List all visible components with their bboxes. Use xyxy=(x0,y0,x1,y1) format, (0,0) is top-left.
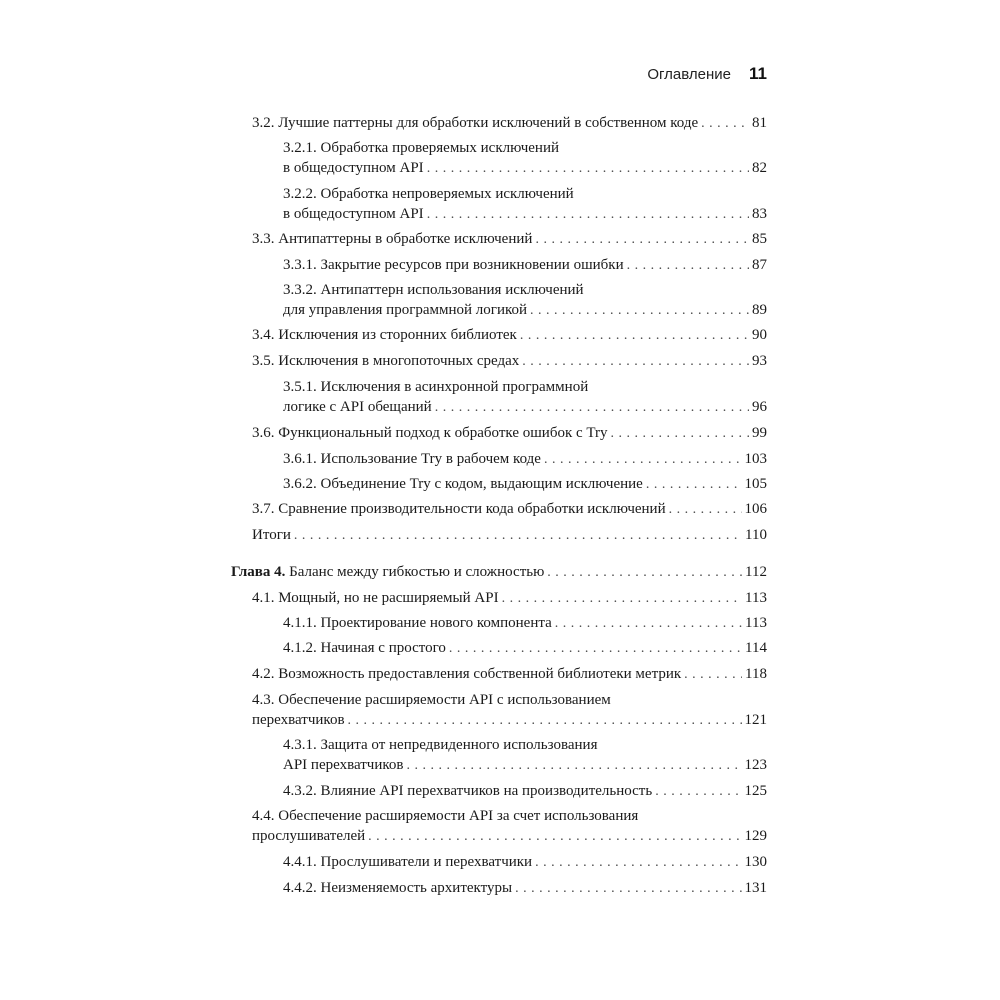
toc-entry[interactable] xyxy=(283,852,767,872)
chapter-label: Глава 4. xyxy=(231,564,286,580)
toc-entry-page: 123 xyxy=(744,757,767,773)
toc-entry[interactable] xyxy=(252,806,767,846)
dot-leader xyxy=(522,352,749,372)
toc-entry[interactable] xyxy=(252,325,767,345)
dot-leader xyxy=(530,301,749,321)
toc-entry-title-line1: 4.3.1. Защита от непредвиденного использования xyxy=(283,737,598,753)
toc-entry-title: 3.6.2. Объединение Try с кодом, выдающим исключение xyxy=(283,476,643,492)
toc-entry-page: 89 xyxy=(752,302,767,318)
toc-entry-title: 4.2. Возможность предоставления собственной библиотеки метрик xyxy=(252,666,682,682)
toc-entry-title-line1: 4.4. Обеспечение расширяемости API за счет использования xyxy=(252,808,639,824)
toc-entry-page: 110 xyxy=(745,527,767,543)
dot-leader xyxy=(547,563,742,583)
dot-leader xyxy=(427,205,749,225)
toc-entry[interactable] xyxy=(252,423,767,443)
toc-entry-title: 4.1.2. Начиная с простого xyxy=(283,640,446,656)
page-number: 11 xyxy=(749,64,767,83)
toc-entry-page: 93 xyxy=(752,353,767,369)
dot-leader xyxy=(449,639,742,659)
dot-leader xyxy=(701,114,749,134)
dot-leader xyxy=(515,879,741,899)
toc-entry-page: 105 xyxy=(744,476,767,492)
toc-entry-title: прослушивателей xyxy=(252,828,366,844)
toc-entry[interactable] xyxy=(283,255,767,275)
toc-entry-title-line1: 3.2.1. Обработка проверяемых исключений xyxy=(283,140,560,156)
toc-entry-title: 3.2. Лучшие паттерны для обработки исключений в собственном коде xyxy=(252,115,699,131)
dot-leader xyxy=(669,500,742,520)
toc-entry-page: 103 xyxy=(744,451,767,467)
dot-leader xyxy=(627,256,749,276)
toc-entry-page: 113 xyxy=(745,590,767,606)
toc-entry-title: 4.1.1. Проектирование нового компонента xyxy=(283,615,552,631)
toc-entry-title-line1: 3.3.2. Антипаттерн использования исключений xyxy=(283,282,584,298)
toc-entry-title: API перехватчиков xyxy=(283,757,404,773)
toc-entry-page: 81 xyxy=(752,115,767,131)
toc-entry-page: 90 xyxy=(752,327,767,343)
toc-entry[interactable] xyxy=(283,878,767,898)
toc-entry-page: 83 xyxy=(752,206,767,222)
dot-leader xyxy=(655,782,741,802)
toc-entry-page: 85 xyxy=(752,231,767,247)
running-title: Оглавление xyxy=(647,66,732,83)
toc-entry-title: 3.3.1. Закрытие ресурсов при возникновении ошибки xyxy=(283,257,624,273)
toc-entry-page: 121 xyxy=(744,712,767,728)
toc-entry-page: 96 xyxy=(752,399,767,415)
dot-leader xyxy=(684,665,742,685)
dot-leader xyxy=(520,326,749,346)
toc-entry-title: 3.4. Исключения из сторонних библиотек xyxy=(252,327,517,343)
toc-entry-page: 125 xyxy=(744,783,767,799)
toc-entry-title: 3.7. Сравнение производительности кода обработки исключений xyxy=(252,501,666,517)
toc-entry-page: 131 xyxy=(744,880,767,896)
toc-entry[interactable] xyxy=(283,613,767,633)
dot-leader xyxy=(544,450,742,470)
dot-leader xyxy=(427,159,749,179)
toc-entry-title: 4.1. Мощный, но не расширяемый API xyxy=(252,590,499,606)
toc-entry[interactable] xyxy=(283,638,767,658)
toc-chapter-entry[interactable] xyxy=(231,562,767,582)
toc-entry-title: Итоги xyxy=(252,527,291,543)
toc-entry[interactable] xyxy=(283,781,767,801)
toc-entry[interactable] xyxy=(283,377,767,417)
toc-entry-title: 3.3. Антипаттерны в обработке исключений xyxy=(252,231,533,247)
toc-entry[interactable] xyxy=(283,138,767,178)
toc-entry[interactable] xyxy=(252,588,767,608)
toc-entry[interactable] xyxy=(283,735,767,775)
dot-leader xyxy=(406,756,741,776)
toc-entry[interactable] xyxy=(252,690,767,730)
toc-entry-title: 3.6. Функциональный подход к обработке ошибок с Try xyxy=(252,425,608,441)
toc-entry-title: в общедоступном API xyxy=(283,160,424,176)
dot-leader xyxy=(294,526,742,546)
dot-leader xyxy=(535,853,741,873)
dot-leader xyxy=(502,589,742,609)
toc-entry-page: 113 xyxy=(745,615,767,631)
toc-entry[interactable] xyxy=(283,280,767,320)
toc-entry-title: для управления программной логикой xyxy=(283,302,528,318)
toc-entry-title: 3.5. Исключения в многопоточных средах xyxy=(252,353,520,369)
toc-entry[interactable] xyxy=(283,474,767,494)
toc-entry-page: 129 xyxy=(744,828,767,844)
toc-entry-title-line1: 3.5.1. Исключения в асинхронной программной xyxy=(283,379,589,395)
toc-entry-title: 4.4.2. Неизменяемость архитектуры xyxy=(283,880,513,896)
toc-entry-title-line1: 4.3. Обеспечение расширяемости API с использованием xyxy=(252,692,611,708)
toc-entry-title: логике с API обещаний xyxy=(283,399,432,415)
toc-entry-title: 4.4.1. Прослушиватели и перехватчики xyxy=(283,854,533,870)
toc-entry[interactable] xyxy=(283,449,767,469)
dot-leader xyxy=(611,424,749,444)
toc-entry[interactable] xyxy=(283,184,767,224)
toc-entry-page: 87 xyxy=(752,257,767,273)
toc-entry[interactable] xyxy=(252,229,767,249)
dot-leader xyxy=(348,711,742,731)
toc-entry-page: 82 xyxy=(752,160,767,176)
dot-leader xyxy=(368,827,741,847)
toc-entry-title: 4.3.2. Влияние API перехватчиков на производительность xyxy=(283,783,653,799)
toc-entry[interactable] xyxy=(252,113,767,133)
dot-leader xyxy=(435,398,749,418)
toc-entry-page: 118 xyxy=(745,666,767,682)
toc-entry-title: в общедоступном API xyxy=(283,206,424,222)
toc-entry-page: 99 xyxy=(752,425,767,441)
toc-entry-page: 112 xyxy=(745,564,767,580)
toc-entry[interactable] xyxy=(252,525,767,545)
dot-leader xyxy=(646,475,742,495)
toc-entry-page: 114 xyxy=(745,640,767,656)
toc-entry[interactable] xyxy=(252,664,767,684)
dot-leader xyxy=(535,230,749,250)
toc-entry[interactable] xyxy=(252,499,767,519)
toc-entry-title: перехватчиков xyxy=(252,712,345,728)
toc-entry[interactable] xyxy=(252,351,767,371)
toc-entry-title: 3.6.1. Использование Try в рабочем коде xyxy=(283,451,541,467)
dot-leader xyxy=(555,614,742,634)
toc-entry-page: 130 xyxy=(744,854,767,870)
toc-entry-page: 106 xyxy=(744,501,767,517)
toc-entry-title-line1: 3.2.2. Обработка непроверяемых исключений xyxy=(283,186,574,202)
toc-entry-title: Баланс между гибкостью и сложностью xyxy=(289,564,545,580)
